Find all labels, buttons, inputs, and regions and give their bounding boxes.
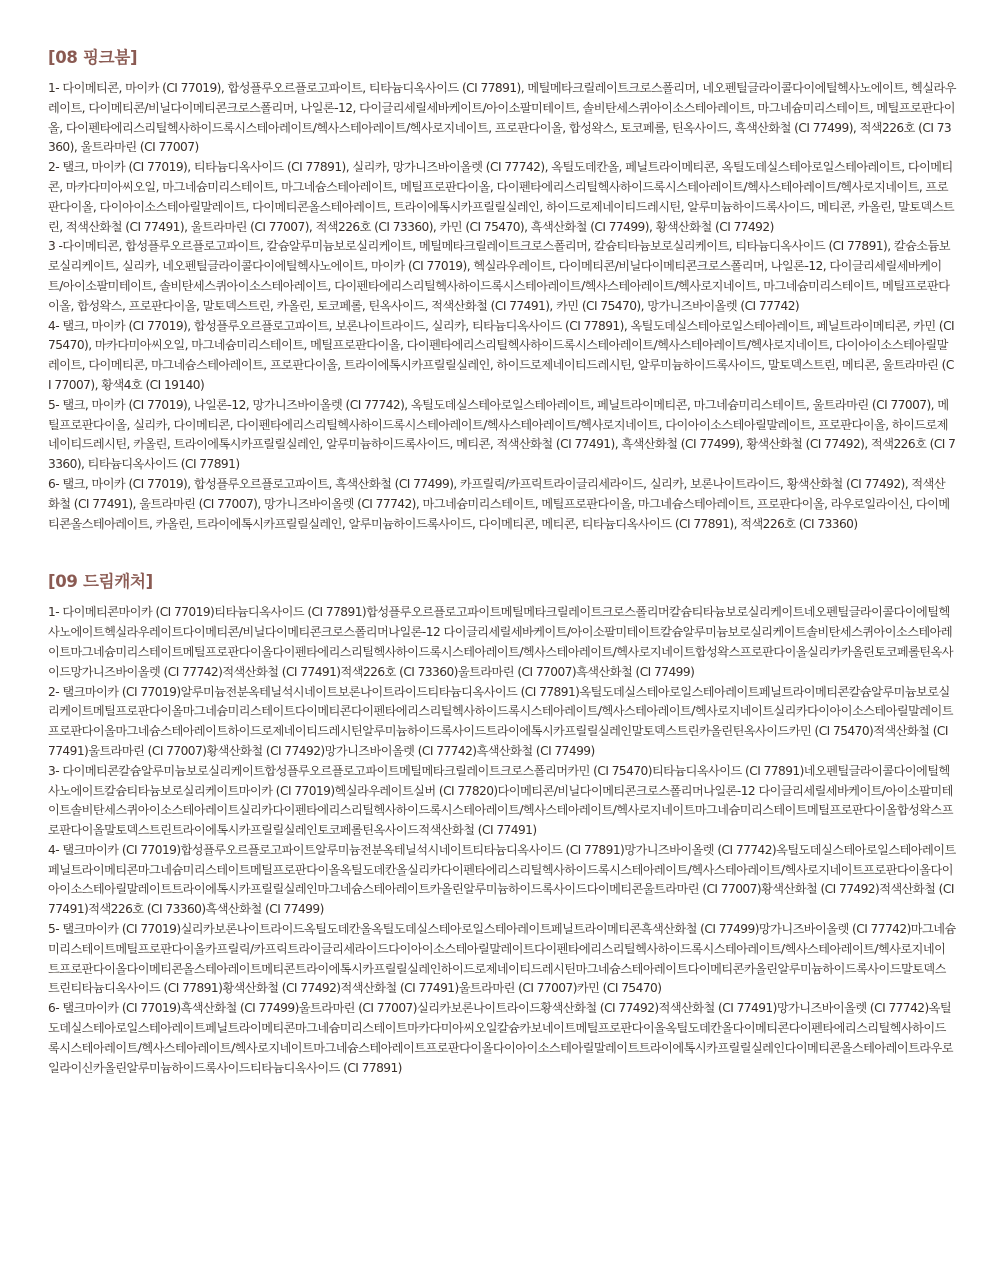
ingredient-list-item: 1- 다이메티콘, 마이카 (CI 77019), 합성플루오르플로고파이트, 티타늄디옥사이드 (CI 77891), 메틸메타크릴레이트크로스폴리머, 네오펜틸글라이콜다이에틸헥사노에이트, 헥실라우레이트, 다이메티콘/비닐다이메티콘크로스폴리머, 나일론-12, 다이글리세릴세바케이트/아이소팔미테이트, 솔비탄세스퀴아이소스테아레이트, 마그네슘미리스테이트, 메틸프로판다이올, 다이펜타에리스리틸헥사하이드록시스테아레이트/헥사스테아레이트/헥사로지네이트, 프로판다이올, 합성왁스, 토코페롤, 틴옥사이드, 흑색산화철 (CI 77499), 적색226호 (CI 73360), 울트라마린 (CI 77007) <box>48 81 956 155</box>
section-title: [09 드림캐처] <box>48 572 153 592</box>
section-title: [08 핑크붐] <box>48 48 138 67</box>
ingredient-list-item: 5- 탤크마이카 (CI 77019)실리카보론나이트라이드옥틸도데칸올옥틸도데실스테아로일스테아레이트페닐트라이메티콘흑색산화철 (CI 77499)망가니즈바이올렛 (CI 77742)마그네슘미리스테이트메틸프로판다이올카프릴릭/카프릭트라이글리세라이드다이아이소스테아릴말레이트다이펜타에리스리틸헥사하이드록시스테아레이트/헥사스테아레이트/헥사로지네이트프로판다이올다이메티콘올스테아레이트메티콘트라이에톡시카프릴릴실레인하이드로제네이티드레시틴마그네슘스테아레이트다이메티콘카올린알루미늄하이드록사이드말토덱스트린티타늄디옥사이드 (CI 77891)황색산화철 (CI 77492)적색산화철 (CI 77491)울트라마린 (CI 77007)카민 (CI 75470) <box>48 922 956 996</box>
ingredient-list-item: 2- 탤크, 마이카 (CI 77019), 티타늄디옥사이드 (CI 77891), 실리카, 망가니즈바이올렛 (CI 77742), 옥틸도데칸올, 페닐트라이메티콘, 옥틸도데실스테아로일스테아레이트, 다이메티콘, 마카다미아씨오일, 마그네슘미리스테이트, 마그네슘스테아레이트, 메틸프로판다이올, 다이펜타에리스리틸헥사하이드록시스테아레이트/헥사스테아레이트/헥사로지네이트, 프로판다이올, 다이아이소스테아릴말레이트, 다이메티콘올스테아레이트, 트라이에톡시카프릴릴실레인, 하이드로제네이티드레시틴, 알루미늄하이드록사이드, 메티콘, 카올린, 말토덱스트린, 적색산화철 (CI 77491), 울트라마린 (CI 77007), 적색226호 (CI 73360), 카민 (CI 75470), 흑색산화철 (CI 77499), 황색산화철 (CI 77492) <box>48 160 955 234</box>
section-08-pink-boom <box>48 48 956 534</box>
ingredient-list-item: 3 -다이메티콘, 합성플루오르플로고파이트, 칼슘알루미늄보로실리케이트, 메틸메타크릴레이트크로스폴리머, 칼슘티타늄보로실리케이트, 티타늄디옥사이드 (CI 77891), 칼슘소듐보로실리케이트, 실리카, 네오펜틸글라이콜다이에틸헥사노에이트, 마이카 (CI 77019), 헥실라우레이트, 다이메티콘/비닐다이메티콘크로스폴리머, 나일론-12, 다이글리세릴세바케이트/아이소팔미테이트, 솔비탄세스퀴아이소스테아레이트, 다이펜타에리스리틸헥사하이드록시스테아레이트/헥사스테아레이트/헥사로지네이트, 마그네슘미리스테이트, 메틸프로판다이올, 합성왁스, 프로판다이올, 말토덱스트린, 카올린, 토코페롤, 틴옥사이드, 적색산화철 (CI 77491), 카민 (CI 75470), 망가니즈바이올렛 (CI 77742) <box>48 239 950 313</box>
ingredient-list-item: 2- 탤크마이카 (CI 77019)알루미늄전분옥테닐석시네이트보론나이트라이드티타늄디옥사이드 (CI 77891)옥틸도데실스테아로일스테아레이트페닐트라이메티콘칼슘알루미늄보로실리케이트메틸프로판다이올마그네슘미리스테이트다이메티콘다이펜타에리스리틸헥사하이드록시스테아레이트/헥사스테아레이트/헥사로지네이트실리카다이아이소스테아릴말레이트프로판다이올마그네슘스테아레이트하이드로제네이티드레시틴알루미늄하이드록사이드트라이에톡시카프릴릴실레인말토덱스트린카올린틴옥사이드카민 (CI 75470)적색산화철 (CI 77491)울트라마린 (CI 77007)황색산화철 (CI 77492)망가니즈바이올렛 (CI 77742)흑색산화철 (CI 77499) <box>48 684 953 758</box>
ingredient-list-item: 1- 다이메티콘마이카 (CI 77019)티타늄디옥사이드 (CI 77891)합성플루오르플로고파이트메틸메타크릴레이트크로스폴리머칼슘티타늄보로실리케이트네오펜틸글라이콜다이에틸헥사노에이트헥실라우레이트다이메티콘/비닐다이메티콘크로스폴리머나일론-12 다이글리세릴세바케이트/아이소팔미테이트칼슘알루미늄보로실리케이트솔비탄세스퀴아이소스테아레이트마그네슘미리스테이트메틸프로판다이올다이펜타에리스리틸헥사하이드록시스테아레이트/헥사스테아레이트/헥사로지네이트합성왁스프로판다이올실리카카올린토코페롤틴옥사이드망가니즈바이올렛 (CI 77742)적색산화철 (CI 77491)적색226호 (CI 73360)울트라마린 (CI 77007)흑색산화철 (CI 77499) <box>48 605 953 679</box>
ingredient-list-item: 3- 다이메티콘칼슘알루미늄보로실리케이트합성플루오르플로고파이트메틸메타크릴레이트크로스폴리머카민 (CI 75470)티타늄디옥사이드 (CI 77891)네오펜틸글라이콜다이에틸헥사노에이트칼슘티타늄보로실리케이트마이카 (CI 77019)헥실라우레이트실버 (CI 77820)다이메티콘/비닐다이메티콘크로스폴리머나일론-12 다이글리세릴세바케이트/아이소팔미테이트솔비탄세스퀴아이소스테아레이트실리카다이펜타에리스리틸헥사하이드록시스테아레이트/헥사스테아레이트/헥사로지네이트마그네슘미리스테이트메틸프로판다이올합성왁스프로판다이올말토덱스트린트라이에톡시카프릴릴실레인토코페롤틴옥사이드적색산화철 (CI 77491) <box>48 763 953 838</box>
ingredient-list-item: 4- 탤크마이카 (CI 77019)합성플루오르플로고파이트알루미늄전분옥테닐석시네이트티타늄디옥사이드 (CI 77891)망가니즈바이올렛 (CI 77742)옥틸도데실스테아로일스테아레이트페닐트라이메티콘마그네슘미리스테이트메틸프로판다이올옥틸도데칸올실리카다이펜타에리스리틸헥사하이드록시스테아레이트/헥사스테아레이트/헥사로지네이트프로판다이올다이아이소스테아릴말레이트트라이에톡시카프릴릴실레인마그네슘스테아레이트카올린알루미늄하이드록사이드다이메티콘울트라마린 (CI 77007)황색산화철 (CI 77492)적색산화철 (CI 77491)적색226호 (CI 73360)흑색산화철 (CI 77499) <box>48 842 956 917</box>
ingredient-list-item: 5- 탤크, 마이카 (CI 77019), 나일론-12, 망가니즈바이올렛 (CI 77742), 옥틸도데실스테아로일스테아레이트, 페닐트라이메티콘, 마그네슘미리스테이트, 울트라마린 (CI 77007), 메틸프로판다이올, 실리카, 다이메티콘, 다이펜타에리스리틸헥사하이드록시스테아레이트/헥사스테아레이트/헥사로지네이트, 다이아이소스테아릴말레이트, 프로판다이올, 하이드로제네이티드레시틴, 카올린, 트라이에톡시카프릴릴실레인, 알루미늄하이드록사이드, 메티콘, 적색산화철 (CI 77491), 흑색산화철 (CI 77499), 황색산화철 (CI 77492), 적색226호 (CI 73360), 티타늄디옥사이드 (CI 77891) <box>48 397 956 472</box>
ingredient-list-item: 6- 탤크, 마이카 (CI 77019), 합성플루오르플로고파이트, 흑색산화철 (CI 77499), 카프릴릭/카프릭트라이글리세라이드, 실리카, 보론나이트라이드, 황색산화철 (CI 77492), 적색산화철 (CI 77491), 울트라마린 (CI 77007), 망가니즈바이올렛 (CI 77742), 마그네슘미리스테이트, 메틸프로판다이올, 마그네슘스테아레이트, 프로판다이올, 라우로일라이신, 다이메티콘올스테아레이트, 카올린, 트라이에톡시카프릴릴실레인, 알루미늄하이드록사이드, 다이메티콘, 메티콘, 티타늄디옥사이드 (CI 77891), 적색226호 (CI 73360) <box>48 476 950 531</box>
ingredient-list-item: 6- 탤크마이카 (CI 77019)흑색산화철 (CI 77499)울트라마린 (CI 77007)실리카보론나이트라이드황색산화철 (CI 77492)적색산화철 (CI 77491)망가니즈바이올렛 (CI 77742)옥틸도데실스테아로일스테아레이트페닐트라이메티콘마그네슘미리스테이트마카다미아씨오일칼슘카보네이트메틸프로판다이올옥틸도데칸올다이메티콘다이펜타에리스리틸헥사하이드록시스테아레이트/헥사스테아레이트/헥사로지네이트마그네슘스테아레이트프로판다이올다이아이소스테아릴말레이트트라이에톡시카프릴릴실레인다이메티콘올스테아레이트라우로일라이신카올린알루미늄하이드록사이드티타늄디옥사이드 (CI 77891) <box>48 1001 953 1075</box>
section-09-dream-catcher <box>48 572 956 1078</box>
ingredient-list-item: 4- 탤크, 마이카 (CI 77019), 합성플루오르플로고파이트, 보론나이트라이드, 실리카, 티타늄디옥사이드 (CI 77891), 옥틸도데실스테아로일스테아레이트, 페닐트라이메티콘, 카민 (CI 75470), 마카다미아씨오일, 마그네슘미리스테이트, 메틸프로판다이올, 다이펜타에리스리틸헥사하이드록시스테아레이트/헥사스테아레이트/헥사로지네이트, 다이아이소스테아릴말레이트, 다이메티콘, 마그네슘스테아레이트, 프로판다이올, 트라이에톡시카프릴릴실레인, 하이드로제네이티드레시틴, 알루미늄하이드록사이드, 말토덱스트린, 메티콘, 울트라마린 (CI 77007), 황색4호 (CI 19140) <box>48 318 955 392</box>
